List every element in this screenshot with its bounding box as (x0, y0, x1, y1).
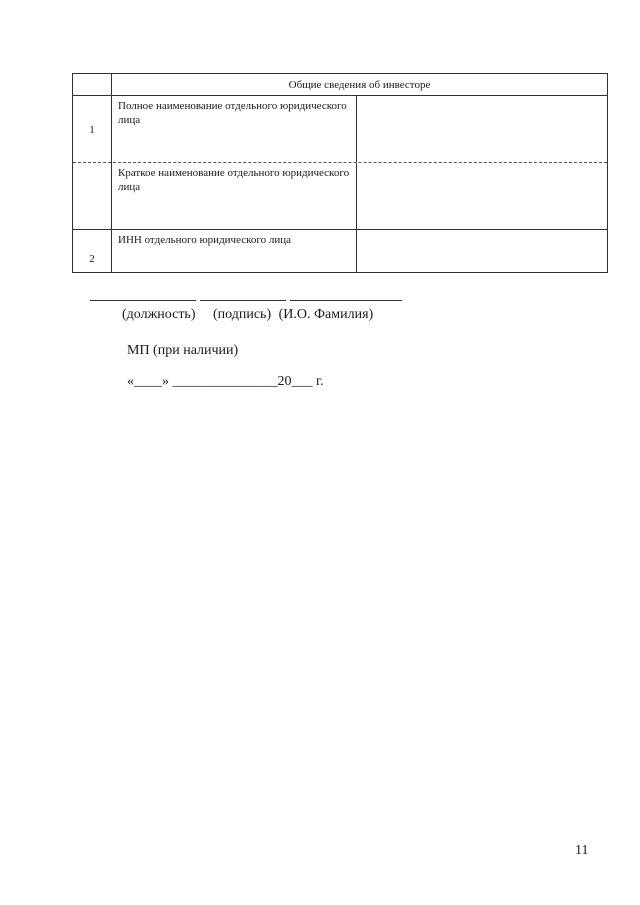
table-header-row (73, 74, 607, 96)
row-number-cell (73, 230, 112, 272)
position-caption: (должность) (122, 307, 196, 322)
name-line (290, 300, 402, 301)
row-number: 2 (89, 253, 95, 265)
row-value-cell (357, 163, 607, 229)
row-number: 1 (89, 124, 95, 136)
table-row (73, 230, 607, 272)
row-value-cell (357, 230, 607, 272)
signature-caption: (подпись) (212, 307, 272, 322)
position-line (90, 300, 196, 301)
row-value-cell (357, 96, 607, 162)
row-label: Краткое наименование отдельного юридического лица (112, 163, 357, 229)
table-row (73, 96, 607, 163)
date-line: «____» _______________20___ г. (127, 374, 324, 389)
row-label: ИНН отдельного юридического лица (112, 230, 357, 272)
header-num-cell (73, 74, 112, 95)
table-header-title: Общие сведения об инвесторе (288, 78, 431, 91)
table-row (73, 163, 607, 230)
name-caption: (И.О. Фамилия) (278, 307, 374, 322)
stamp-text: МП (при наличии) (127, 343, 239, 358)
page-number: 11 (575, 843, 589, 858)
signature-captions (122, 307, 387, 323)
signature-line (200, 300, 286, 301)
row-label: Полное наименование отдельного юридического лица (112, 96, 357, 162)
investor-info-table (72, 73, 608, 273)
signature-lines (90, 300, 410, 302)
